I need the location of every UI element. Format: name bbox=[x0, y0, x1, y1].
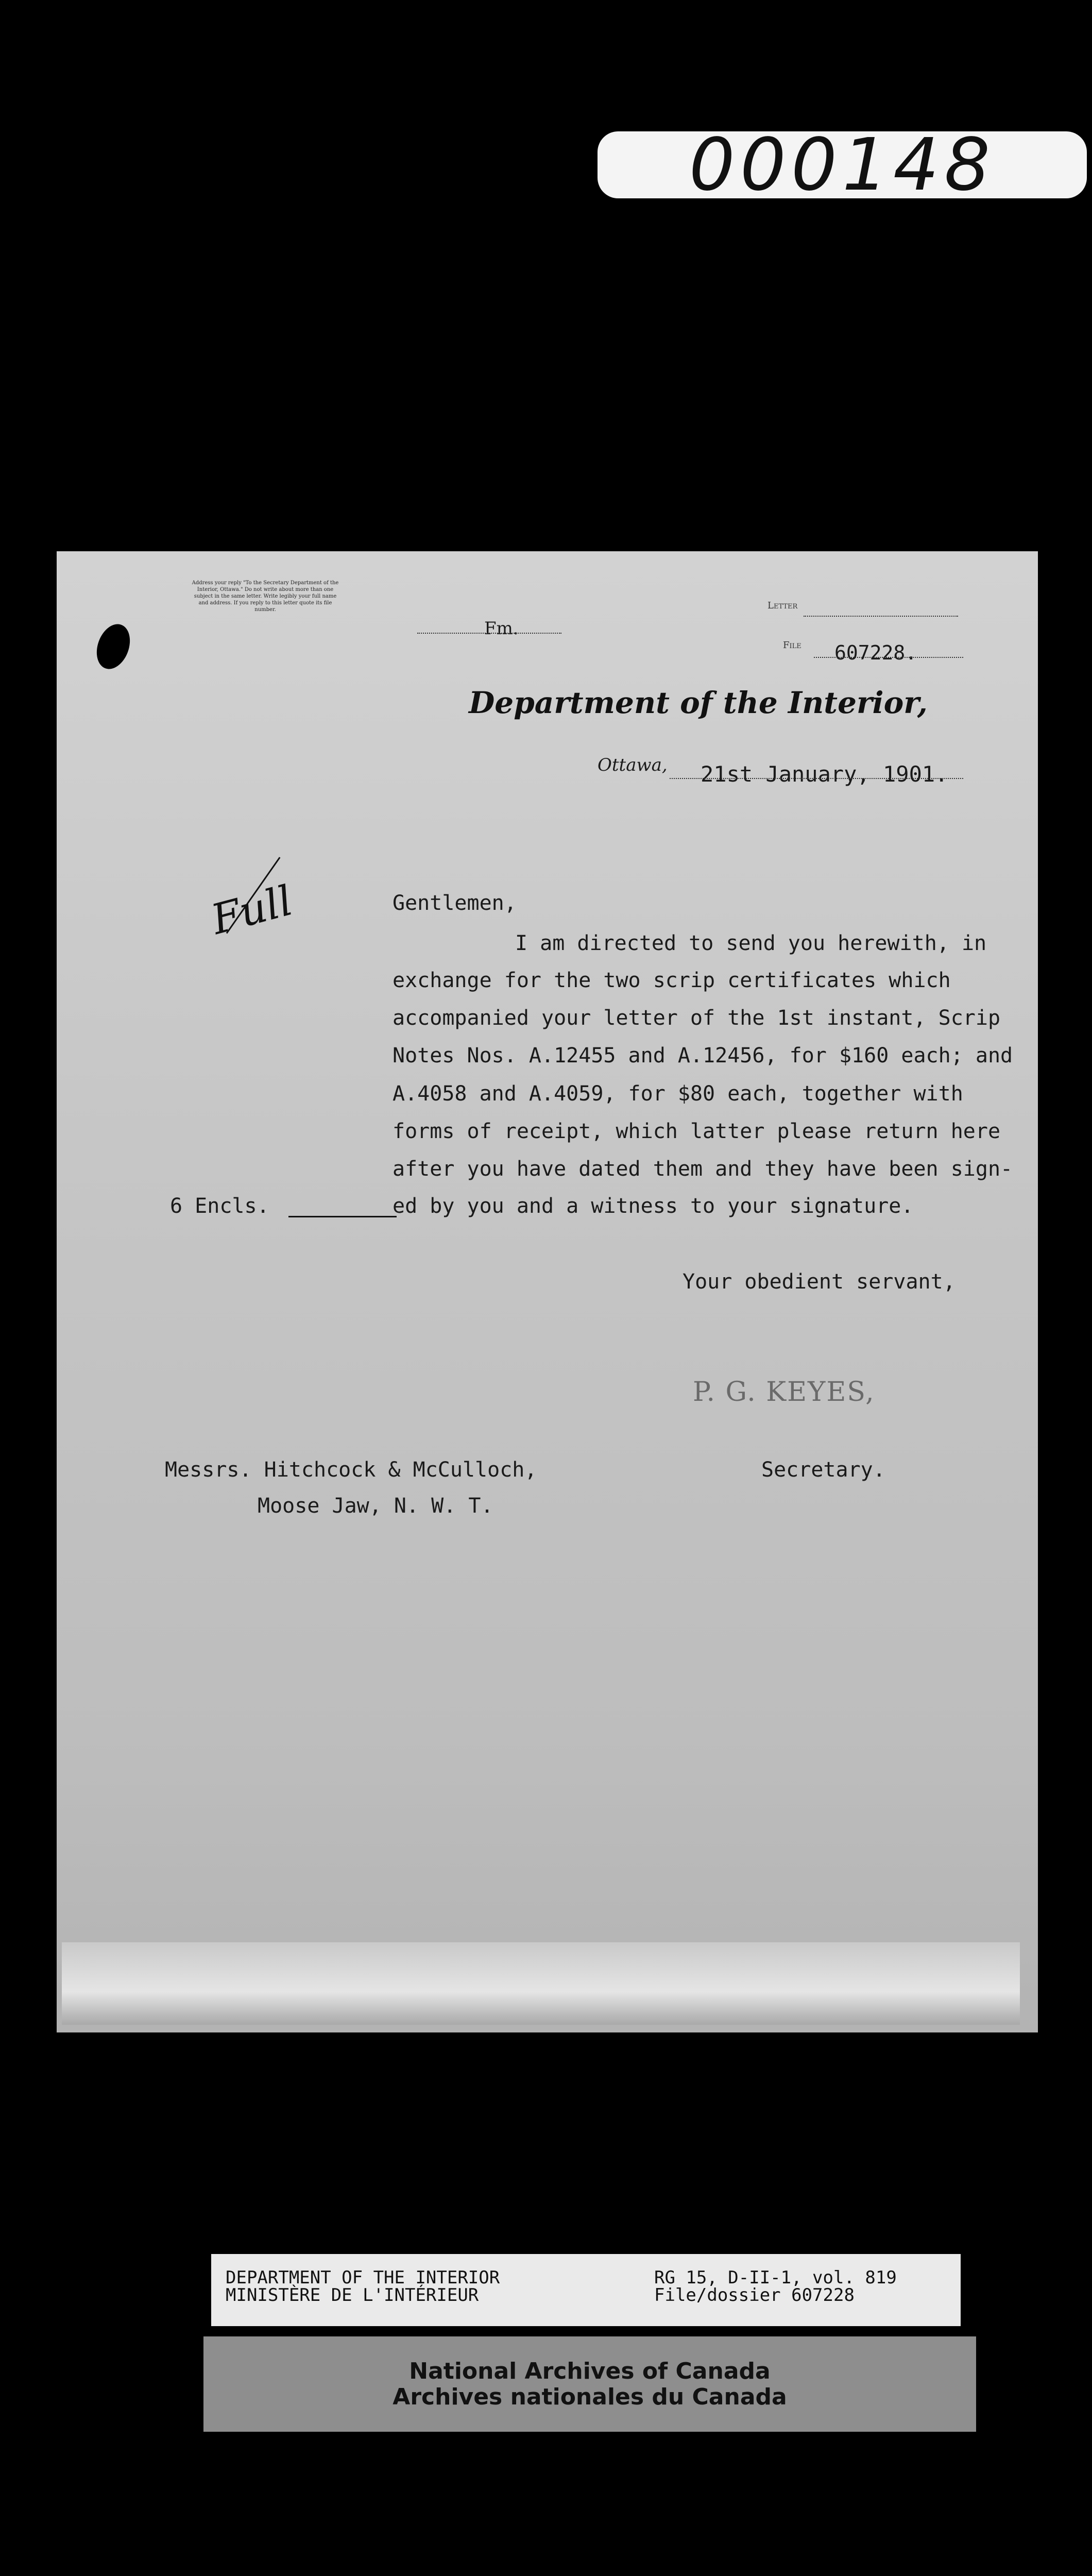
place-label: Ottawa, bbox=[598, 755, 668, 775]
archives-french: Archives nationales du Canada bbox=[393, 2384, 787, 2410]
body-line: exchange for the two scrip certificates which bbox=[393, 969, 951, 992]
letterhead-instructions: Address your reply "To the Secretary Department of the Interior, Ottawa." Do not write about more than one subject in the same letter. Write legibly your full name and address. If you reply to this letter quote its file number. bbox=[192, 580, 339, 613]
body-line: A.4058 and A.4059, for $80 each, together with bbox=[393, 1082, 963, 1106]
body-line: I am directed to send you herewith, in bbox=[515, 931, 987, 955]
letter-line bbox=[804, 616, 958, 617]
archives-english: National Archives of Canada bbox=[409, 2358, 771, 2384]
enclosures-rule bbox=[288, 1216, 397, 1217]
body-line: ed by you and a witness to your signature. bbox=[393, 1194, 914, 1218]
salutation: Gentlemen, bbox=[393, 891, 517, 915]
fm-line bbox=[417, 633, 561, 634]
signature-stamp: P. G. KEYES, bbox=[693, 1377, 875, 1408]
file-line bbox=[814, 657, 963, 658]
file-number: 607228. bbox=[834, 641, 917, 664]
signatory-title: Secretary. bbox=[761, 1458, 885, 1482]
archives-banner bbox=[203, 2336, 976, 2432]
department-heading: Department of the Interior, bbox=[469, 685, 928, 720]
record-group-reference: RG 15, D-II-1, vol. 819 bbox=[654, 2267, 897, 2288]
fm-label: Fm. bbox=[484, 618, 519, 639]
archive-reference-label bbox=[211, 2254, 961, 2326]
file-reference: File/dossier 607228 bbox=[654, 2285, 855, 2306]
dept-english: DEPARTMENT OF THE INTERIOR bbox=[226, 2267, 500, 2288]
letter-label: Letter bbox=[767, 600, 798, 611]
body-line: forms of receipt, which latter please return here bbox=[393, 1120, 1001, 1143]
handwritten-initial: Full bbox=[206, 876, 298, 944]
enclosures: 6 Encls. bbox=[170, 1194, 269, 1218]
letter-date: 21st January, 1901. bbox=[701, 761, 948, 787]
page-bottom-edge bbox=[62, 1942, 1020, 2025]
file-label: File bbox=[783, 640, 801, 651]
body-line: after you have dated them and they have been sign- bbox=[393, 1157, 1013, 1181]
date-line bbox=[670, 778, 963, 779]
addressee-location: Moose Jaw, N. W. T. bbox=[258, 1494, 493, 1518]
addressee-name: Messrs. Hitchcock & McCulloch, bbox=[165, 1458, 537, 1482]
frame-number: 000148 bbox=[598, 131, 1087, 198]
body-line: accompanied your letter of the 1st instant, Scrip bbox=[393, 1006, 1001, 1030]
body-line: Notes Nos. A.12455 and A.12456, for $160 each; and bbox=[393, 1044, 1013, 1067]
dept-french: MINISTÈRE DE L'INTÉRIEUR bbox=[226, 2285, 479, 2306]
closing: Your obedient servant, bbox=[682, 1270, 956, 1294]
